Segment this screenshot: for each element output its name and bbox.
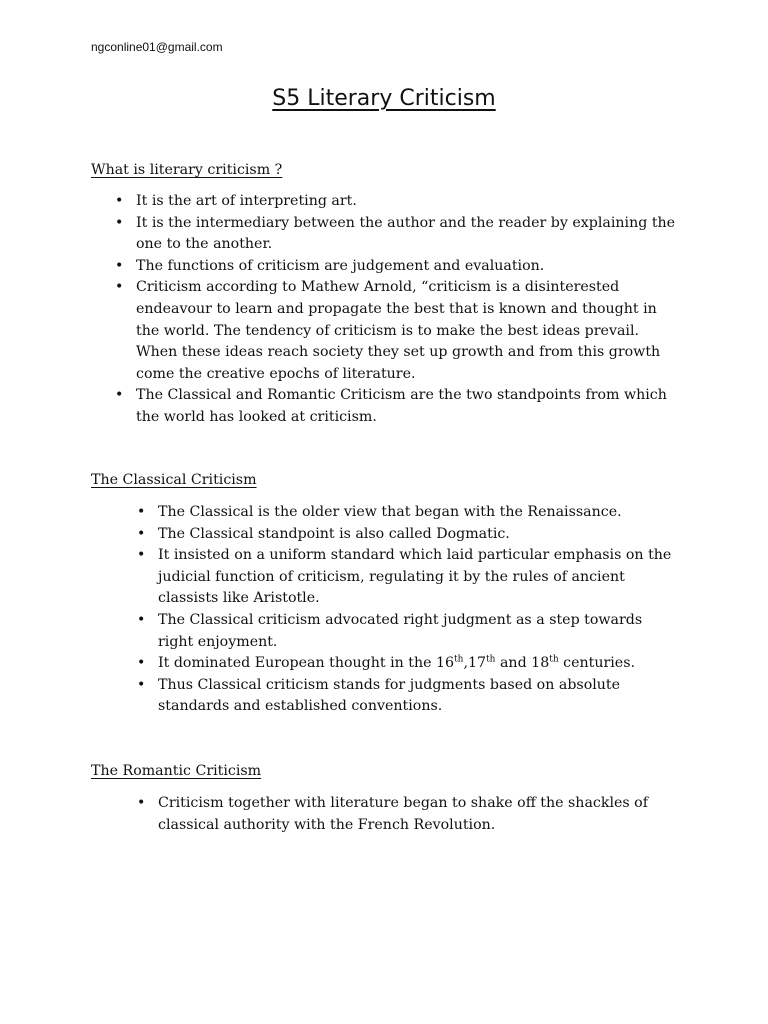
bullet-icon: • (137, 676, 146, 693)
document-title-text: S5 Literary Criticism (272, 86, 496, 111)
list-item: • It is the intermediary between the author and the reader by explaining the one to the another. (115, 214, 676, 253)
list-item: • It is the art of interpreting art. (136, 191, 676, 213)
list-item: • The Classical and Romantic Criticism are the two standpoints from which the world has looked at criticism. (115, 387, 667, 425)
list-item: • It insisted on a uniform standard which laid particular emphasis on the judicial function of criticism, regulating it by the rules of ancient classists like Aristotle. (137, 547, 672, 607)
bullet-icon: • (115, 279, 124, 296)
bullet-icon: • (137, 795, 146, 811)
list-item: • The Classical criticism advocated right judgment as a step towards right enjoyment. (137, 611, 643, 650)
bullet-icon: • (115, 214, 124, 231)
list-item: • The Classical is the older view that began with the Renaissance. (158, 502, 678, 524)
bullet-list-classical (137, 502, 678, 718)
list-item: • Criticism according to Mathew Arnold, “criticism is a disinterested endeavour to learn and propagate the best that is known and thought in the world. The tendency of criticism is to make the best ideas prevail. When these ideas reach society they set up growth and from this growth come the creative epochs of literature. (115, 279, 661, 382)
bullet-icon: • (137, 655, 146, 672)
bullet-list-romantic (137, 793, 678, 836)
list-item: • Criticism together with literature began to shake off the shackles of classical authority with the French Revolution. (137, 795, 648, 833)
email-address: ngconline01@gmail.com (91, 40, 223, 54)
bullet-list-what-is (115, 191, 676, 429)
bullet-icon: • (115, 193, 124, 209)
section-heading-romantic: The Romantic Criticism (91, 763, 262, 779)
bullet-icon: • (115, 257, 124, 274)
list-item: • The functions of criticism are judgement and evaluation. (136, 256, 676, 278)
list-item: • Thus Classical criticism stands for judgments based on absolute standards and established conventions. (137, 676, 621, 715)
bullet-icon: • (137, 547, 146, 564)
section-heading-classical: The Classical Criticism (91, 472, 257, 488)
bullet-icon: • (137, 504, 146, 520)
document-title (0, 86, 768, 111)
section-heading-what-is: What is literary criticism ? (91, 162, 283, 178)
bullet-icon: • (137, 611, 146, 628)
list-item: • The Classical standpoint is also called Dogmatic. (158, 524, 678, 546)
bullet-icon: • (115, 387, 124, 404)
list-item: • It dominated European thought in the 16th,17th and 18th centuries. (158, 653, 678, 675)
bullet-icon: • (137, 525, 146, 542)
